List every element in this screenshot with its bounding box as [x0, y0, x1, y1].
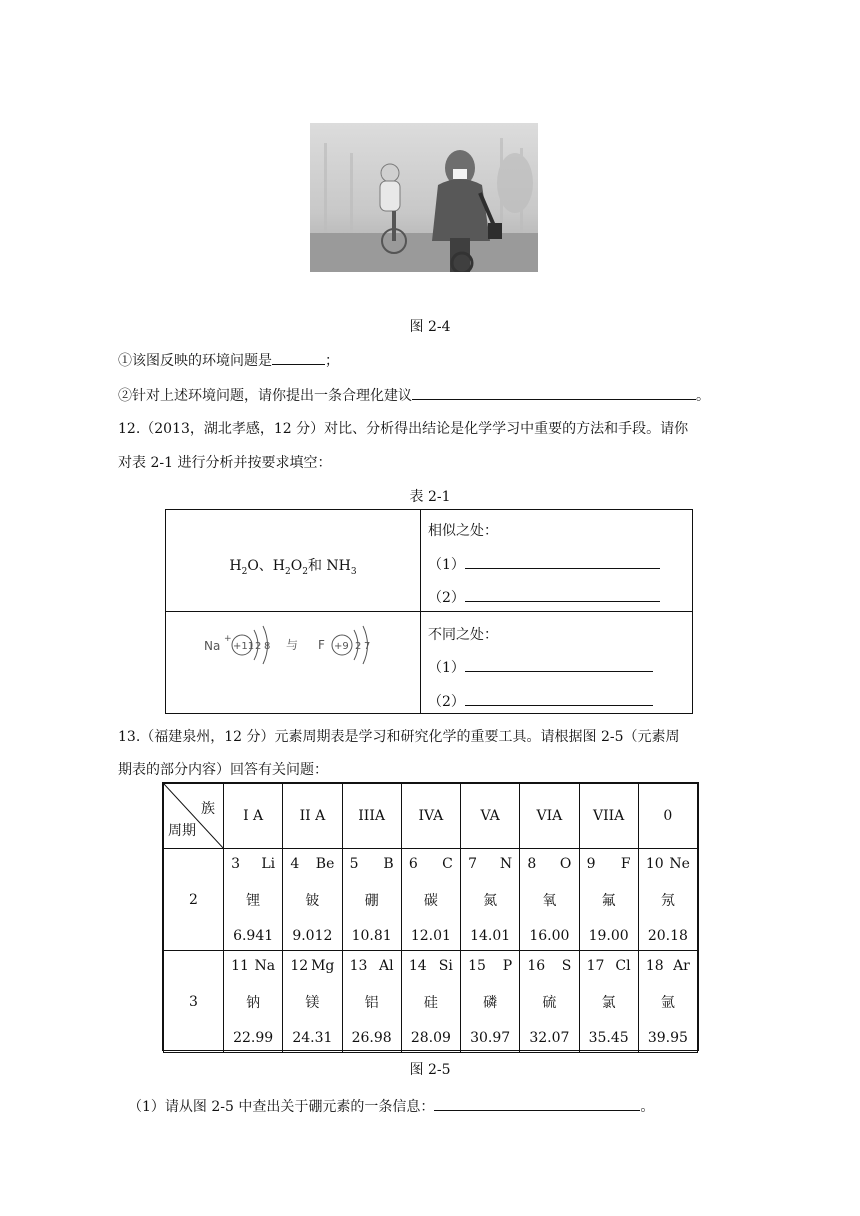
element-name: 镁 — [305, 994, 320, 1011]
element-symbol: Cl — [615, 957, 631, 974]
element-symbol: Be — [315, 855, 335, 872]
atomic-number: 7 — [468, 855, 478, 872]
atomic-mass: 9.012 — [292, 927, 333, 944]
similarity-heading: 相似之处： — [428, 523, 498, 539]
figure-2-5-caption: 图 2-5 — [409, 1062, 451, 1078]
atomic-mass: 12.01 — [410, 927, 451, 944]
atomic-number: 14 — [408, 957, 427, 974]
difference-cell — [428, 612, 688, 714]
element-cell — [224, 951, 283, 1053]
group-label: 族 — [201, 801, 215, 817]
period-label: 周期 — [168, 823, 196, 839]
element-cell — [283, 849, 342, 951]
difference-heading: 不同之处： — [428, 627, 498, 643]
group-header: VIA — [520, 784, 579, 849]
group-header: II A — [283, 784, 342, 849]
question-11-part-2: ②针对上述环境问题，请你提出一条合理化建议 。 — [118, 385, 710, 405]
element-symbol: N — [499, 855, 513, 872]
atomic-number: 17 — [586, 957, 605, 974]
answer-blank[interactable] — [465, 691, 653, 706]
atomic-number: 16 — [527, 957, 546, 974]
comparison-table — [165, 509, 693, 714]
atomic-number: 15 — [468, 957, 486, 974]
atomic-mass: 19.00 — [588, 927, 629, 944]
atomic-mass: 26.98 — [351, 1029, 392, 1046]
answer-blank[interactable] — [465, 657, 653, 672]
group-header: 0 — [638, 784, 697, 849]
answer-blank[interactable] — [412, 385, 696, 400]
atomic-mass: 32.07 — [529, 1029, 570, 1046]
element-cell — [224, 849, 283, 951]
element-name: 氩 — [660, 994, 675, 1011]
similarity-item-1: （1） — [428, 554, 660, 574]
element-name: 氖 — [660, 892, 675, 909]
element-name: 硼 — [364, 892, 379, 909]
group-header: IVA — [401, 784, 460, 849]
question-13-line-1: 13.（福建泉州，12 分）元素周期表是学习和研究化学的重要工具。请根据图 2-5（元素周 — [118, 729, 680, 745]
question-11-part-1: ①该图反映的环境问题是 ； — [118, 350, 339, 370]
corner-header — [164, 784, 224, 849]
element-cell — [638, 951, 697, 1053]
period-number: 2 — [164, 849, 224, 951]
element-name: 铍 — [305, 892, 320, 909]
element-symbol: Mg — [311, 957, 335, 974]
table-row — [166, 612, 692, 714]
table-2-1-caption: 表 2-1 — [409, 489, 451, 505]
sodium-nucleus: +11 — [233, 641, 255, 652]
answer-blank[interactable] — [272, 350, 325, 365]
atomic-mass: 24.31 — [292, 1029, 333, 1046]
atomic-mass: 10.81 — [351, 927, 392, 944]
element-symbol: Ne — [669, 855, 690, 872]
element-symbol: B — [383, 855, 394, 872]
element-name: 磷 — [483, 994, 498, 1011]
element-symbol: Si — [438, 957, 453, 974]
fluorine-nucleus: +9 — [334, 641, 349, 652]
atomic-number: 9 — [586, 855, 596, 872]
table-row — [164, 951, 698, 1053]
atomic-number: 10 — [645, 855, 664, 872]
atomic-number: 13 — [349, 957, 368, 974]
element-name: 钠 — [246, 994, 261, 1011]
element-name: 碳 — [423, 892, 438, 909]
atomic-mass: 22.99 — [233, 1029, 274, 1046]
smog-photo — [310, 123, 538, 272]
atomic-number: 18 — [645, 957, 664, 974]
element-name: 氧 — [542, 892, 557, 909]
sodium-ion-charge: + — [224, 634, 232, 644]
atomic-mass: 6.941 — [233, 927, 274, 944]
answer-blank[interactable] — [465, 554, 660, 569]
element-symbol: C — [442, 855, 453, 872]
element-cell — [401, 951, 460, 1053]
element-symbol: Al — [379, 957, 394, 974]
table-row — [166, 510, 692, 612]
atomic-number: 4 — [290, 855, 300, 872]
atomic-number: 11 — [231, 957, 249, 974]
element-cell — [283, 951, 342, 1053]
atom-structure-diagrams — [166, 612, 420, 714]
group-header: I A — [224, 784, 283, 849]
similarity-item-2: （2） — [428, 587, 660, 607]
question-13-part-1-text: （1）请从图 2-5 中查出关于硼元素的一条信息： — [128, 1099, 435, 1115]
atom-structure-cell — [166, 612, 420, 714]
element-name: 锂 — [246, 892, 261, 909]
group-header: IIIA — [342, 784, 401, 849]
element-symbol: O — [559, 855, 572, 872]
element-symbol: Ar — [673, 957, 690, 974]
element-name: 硫 — [542, 994, 557, 1011]
element-name: 氮 — [483, 892, 498, 909]
figure-2-4-caption: 图 2-4 — [409, 319, 451, 335]
question-11-part-2-text: ②针对上述环境问题，请你提出一条合理化建议 — [118, 388, 412, 404]
sodium-ion-label: Na — [204, 639, 221, 653]
period-number: 3 — [164, 951, 224, 1053]
difference-item-1: （1） — [428, 657, 653, 677]
element-cell — [461, 849, 520, 951]
atomic-number: 12 — [290, 957, 309, 974]
atomic-mass: 35.45 — [588, 1029, 629, 1046]
sodium-shell-1: 2 — [255, 641, 262, 652]
atomic-mass: 20.18 — [647, 927, 688, 944]
element-name: 氯 — [601, 994, 616, 1011]
atomic-number: 5 — [349, 855, 359, 872]
group-header: VA — [461, 784, 520, 849]
atomic-number: 6 — [408, 855, 418, 872]
element-cell — [520, 849, 579, 951]
table-row — [164, 784, 698, 849]
element-name: 铝 — [364, 994, 379, 1011]
atomic-mass: 28.09 — [410, 1029, 451, 1046]
element-symbol: S — [561, 957, 572, 974]
similarity-cell — [428, 510, 688, 611]
table-row — [164, 849, 698, 951]
connector-word: 与 — [286, 638, 299, 652]
atomic-mass: 39.95 — [647, 1029, 688, 1046]
element-cell — [342, 849, 401, 951]
element-symbol: P — [502, 957, 513, 974]
question-12-line-1: 12.（2013，湖北孝感，12 分）对比、分析得出结论是化学学习中重要的方法和手段。请你 — [118, 421, 689, 437]
formula-list: $H_2O$、$H_2O_2$和 $NH_3$ — [229, 558, 357, 577]
group-header: VIIA — [579, 784, 638, 849]
atomic-mass: 16.00 — [529, 927, 570, 944]
question-13-part-1: （1）请从图 2-5 中查出关于硼元素的一条信息： 。 — [128, 1096, 654, 1116]
element-cell — [401, 849, 460, 951]
element-cell — [638, 849, 697, 951]
atomic-mass: 14.01 — [470, 927, 511, 944]
atomic-number: 8 — [527, 855, 537, 872]
element-cell — [461, 951, 520, 1053]
element-name: 硅 — [423, 994, 438, 1011]
answer-blank[interactable] — [434, 1096, 640, 1111]
element-name: 氟 — [601, 892, 616, 909]
element-symbol: Na — [254, 957, 276, 974]
fluorine-shell-2: 7 — [364, 641, 371, 652]
element-cell — [579, 951, 638, 1053]
question-11-part-1-text: ①该图反映的环境问题是 — [118, 353, 272, 369]
element-cell — [342, 951, 401, 1053]
answer-blank[interactable] — [465, 587, 660, 602]
difference-item-2: （2） — [428, 691, 653, 711]
element-cell — [520, 951, 579, 1053]
atomic-mass: 30.97 — [470, 1029, 511, 1046]
element-symbol: F — [620, 855, 631, 872]
formula-cell — [166, 510, 420, 611]
fluorine-label: F — [318, 638, 325, 652]
question-12-line-2: 对表 2-1 进行分析并按要求填空： — [118, 455, 332, 471]
element-cell — [579, 849, 638, 951]
question-13-line-2: 期表的部分内容）回答有关问题： — [118, 762, 328, 778]
atomic-number: 3 — [231, 855, 241, 872]
fluorine-shell-1: 2 — [355, 641, 362, 652]
sodium-shell-2: 8 — [264, 641, 271, 652]
element-symbol: Li — [261, 855, 276, 872]
periodic-table — [162, 782, 699, 1051]
